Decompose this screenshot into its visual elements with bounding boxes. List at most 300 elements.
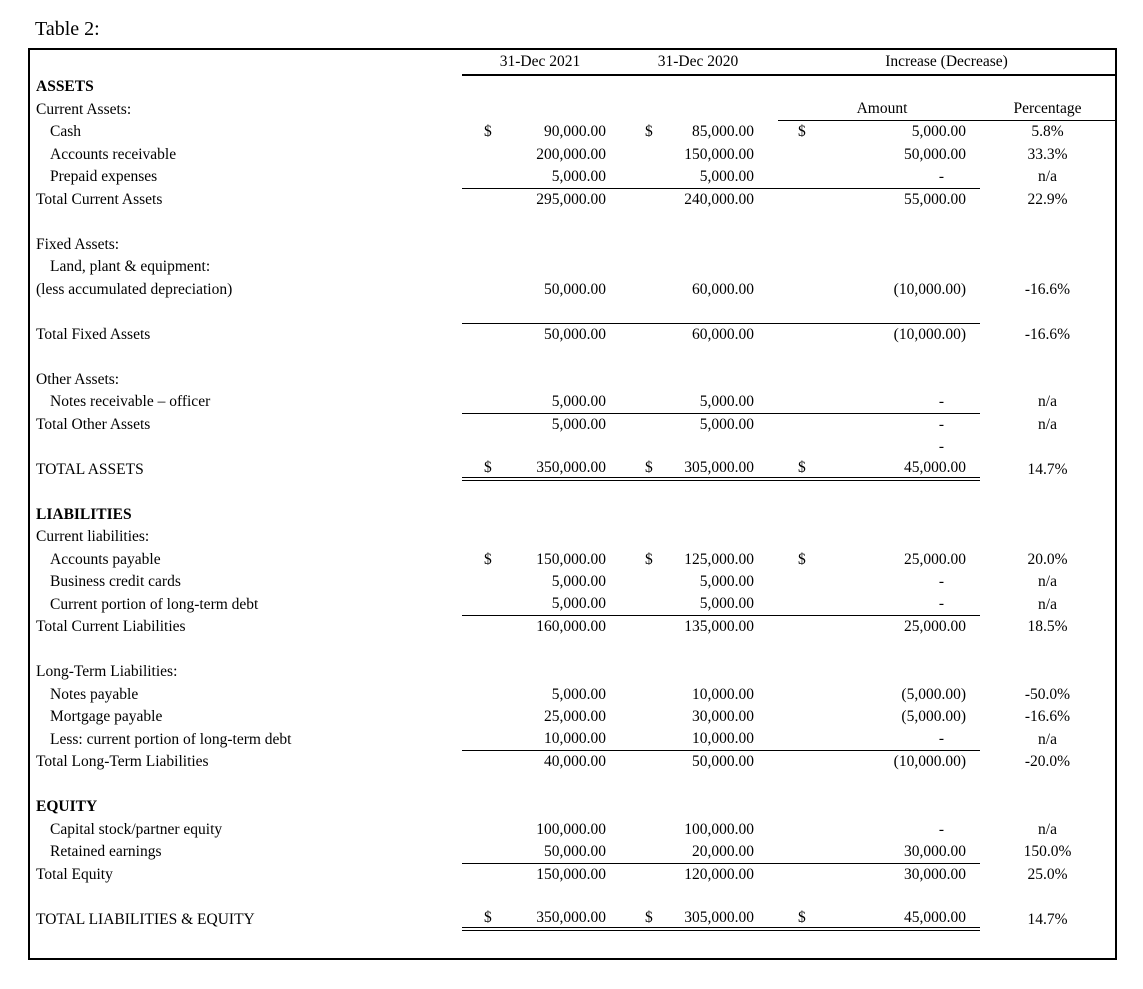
table-row (30, 774, 1115, 797)
value-percentage: n/a (1038, 168, 1057, 186)
page-title: Table 2: (35, 18, 100, 40)
table-row (30, 729, 1115, 752)
value-2020-value: 5,000.00 (699, 415, 754, 433)
section-row (30, 796, 1115, 819)
row-label: Notes payable (50, 685, 139, 703)
value-2020-value: 125,000.00 (684, 550, 754, 568)
value-2021 (462, 639, 618, 662)
table-row (30, 864, 1115, 887)
value-2021 (462, 706, 618, 729)
value-2020 (618, 459, 778, 482)
value-2021 (462, 729, 618, 752)
table-row (30, 391, 1115, 414)
value-percentage (980, 301, 1115, 324)
value-2021-value: 150,000.00 (536, 865, 606, 883)
table-row (30, 549, 1115, 572)
value-2021-value: 160,000.00 (536, 618, 606, 636)
dollar-sign: $ (798, 550, 806, 568)
value-amount (778, 391, 980, 414)
value-percentage: -16.6% (1024, 280, 1071, 298)
table-row (30, 234, 1115, 257)
value-2020 (618, 256, 778, 279)
value-amount (778, 459, 980, 482)
value-percentage: 14.7% (1027, 910, 1068, 928)
value-2020 (618, 796, 778, 819)
row-label (30, 211, 462, 234)
value-2021 (462, 841, 618, 864)
row-label: Retained earnings (50, 843, 162, 861)
table-row (30, 886, 1115, 909)
row-label: ASSETS (36, 78, 94, 96)
value-2021 (462, 121, 618, 144)
value-2020 (618, 504, 778, 527)
value-2021 (462, 504, 618, 527)
value-amount-value: (10,000.00) (893, 325, 966, 343)
value-percentage (980, 526, 1115, 549)
row-label (30, 346, 462, 369)
row-label: EQUITY (36, 798, 98, 816)
value-amount-value: 25,000.00 (904, 550, 966, 568)
section-row (30, 76, 1115, 99)
value-amount-value: (10,000.00) (893, 280, 966, 298)
dollar-sign: $ (798, 908, 806, 926)
table-row (30, 706, 1115, 729)
value-amount (778, 909, 980, 932)
value-2021 (462, 301, 618, 324)
value-2020 (618, 346, 778, 369)
value-amount (778, 549, 980, 572)
value-2021 (462, 346, 618, 369)
value-percentage (980, 661, 1115, 684)
value-amount (778, 796, 980, 819)
table-header-row (30, 50, 1115, 76)
value-2021 (462, 594, 618, 617)
value-amount (778, 841, 980, 864)
value-2020 (618, 436, 778, 459)
row-label: TOTAL LIABILITIES & EQUITY (36, 910, 255, 928)
value-amount (778, 234, 980, 257)
value-2021 (462, 571, 618, 594)
table-row (30, 841, 1115, 864)
value-2020-value: 50,000.00 (692, 753, 754, 771)
value-2020 (618, 729, 778, 752)
value-amount-value: - (938, 438, 944, 456)
value-percentage: 150.0% (1023, 843, 1072, 861)
value-2021 (462, 144, 618, 167)
value-amount (778, 256, 980, 279)
spacer (462, 99, 618, 122)
value-2020 (618, 594, 778, 617)
value-2021 (462, 391, 618, 414)
value-2021 (462, 211, 618, 234)
value-2021 (462, 549, 618, 572)
value-2020 (618, 909, 778, 932)
table-row (30, 481, 1115, 504)
table-row (30, 324, 1115, 347)
value-percentage: -20.0% (1024, 753, 1071, 771)
value-2020 (618, 279, 778, 302)
value-2021-value: 100,000.00 (536, 820, 606, 838)
value-2020-value: 150,000.00 (684, 145, 754, 163)
value-2021-value: 350,000.00 (536, 908, 606, 926)
value-2021 (462, 616, 618, 639)
value-percentage: -16.6% (1024, 708, 1071, 726)
value-2020 (618, 571, 778, 594)
value-2021-value: 50,000.00 (544, 325, 606, 343)
value-amount (778, 189, 980, 212)
value-amount (778, 661, 980, 684)
value-2020 (618, 864, 778, 887)
row-label: LIABILITIES (36, 505, 132, 523)
value-amount-value: 30,000.00 (904, 842, 966, 860)
value-amount (778, 886, 980, 909)
value-2020 (618, 76, 778, 99)
table-row (30, 661, 1115, 684)
value-2020-value: 60,000.00 (692, 280, 754, 298)
row-label (30, 886, 462, 909)
value-amount (778, 211, 980, 234)
value-2020-value: 135,000.00 (684, 618, 754, 636)
value-2021 (462, 459, 618, 482)
value-2020 (618, 706, 778, 729)
value-2020 (618, 661, 778, 684)
row-label: Land, plant & equipment: (50, 258, 211, 276)
value-amount-value: 45,000.00 (904, 908, 966, 926)
row-label: Accounts payable (50, 550, 161, 568)
value-percentage: -16.6% (1024, 325, 1071, 343)
table-row (30, 211, 1115, 234)
value-percentage: 22.9% (1027, 190, 1068, 208)
table-row (30, 189, 1115, 212)
value-2021 (462, 751, 618, 774)
value-amount-value: 25,000.00 (904, 618, 966, 636)
value-2021 (462, 414, 618, 437)
value-2020-value: 30,000.00 (692, 708, 754, 726)
value-amount-value: - (938, 392, 944, 410)
table-row (30, 256, 1115, 279)
col-header-2020: 31-Dec 2020 (618, 50, 778, 76)
value-amount (778, 616, 980, 639)
value-amount (778, 121, 980, 144)
value-2021 (462, 886, 618, 909)
value-2021 (462, 909, 618, 932)
value-2021-value: 5,000.00 (551, 573, 606, 591)
value-percentage: 25.0% (1027, 865, 1068, 883)
value-amount-value: (10,000.00) (893, 753, 966, 771)
value-2021 (462, 369, 618, 392)
value-percentage (980, 481, 1115, 504)
value-amount (778, 684, 980, 707)
value-amount-value: 50,000.00 (904, 145, 966, 163)
value-amount (778, 166, 980, 189)
value-2020-value: 10,000.00 (692, 685, 754, 703)
dollar-sign: $ (645, 458, 653, 476)
value-percentage: n/a (1038, 820, 1057, 838)
value-2020 (618, 144, 778, 167)
value-amount-value: - (938, 820, 944, 838)
table-row (30, 436, 1115, 459)
table-row (30, 639, 1115, 662)
value-2020 (618, 549, 778, 572)
value-percentage: -50.0% (1024, 685, 1071, 703)
value-percentage: 20.0% (1027, 550, 1068, 568)
value-2021-value: 5,000.00 (551, 392, 606, 410)
value-amount (778, 526, 980, 549)
value-percentage: n/a (1038, 415, 1057, 433)
value-2020 (618, 639, 778, 662)
row-label: Mortgage payable (50, 708, 163, 726)
value-amount (778, 504, 980, 527)
value-2020-value: 120,000.00 (684, 865, 754, 883)
row-label: (less accumulated depreciation) (36, 280, 233, 298)
value-percentage (980, 346, 1115, 369)
value-2020 (618, 481, 778, 504)
row-label: Total Other Assets (36, 415, 151, 433)
row-label (30, 436, 462, 459)
row-label: Total Equity (36, 865, 113, 883)
value-2021-value: 295,000.00 (536, 190, 606, 208)
value-percentage (980, 504, 1115, 527)
dollar-sign: $ (645, 908, 653, 926)
col-header-percentage: Percentage (980, 99, 1115, 122)
value-2021 (462, 279, 618, 302)
value-percentage (980, 211, 1115, 234)
value-amount (778, 144, 980, 167)
value-percentage: n/a (1038, 595, 1057, 613)
value-2021-value: 10,000.00 (544, 730, 606, 748)
dollar-sign: $ (484, 908, 492, 926)
table-row (30, 459, 1115, 482)
table-row (30, 414, 1115, 437)
value-percentage (980, 639, 1115, 662)
value-2020 (618, 774, 778, 797)
row-label: Total Fixed Assets (36, 325, 151, 343)
value-2021 (462, 189, 618, 212)
value-2021 (462, 796, 618, 819)
row-label: Less: current portion of long-term debt (50, 730, 292, 748)
dollar-sign: $ (484, 123, 492, 141)
table-rows (30, 76, 1115, 931)
row-label (30, 301, 462, 324)
value-amount (778, 571, 980, 594)
value-amount-value: - (938, 167, 944, 185)
row-label (30, 774, 462, 797)
table-row (30, 819, 1115, 842)
value-2020-value: 100,000.00 (684, 820, 754, 838)
value-2021-value: 40,000.00 (544, 753, 606, 771)
table-row (30, 616, 1115, 639)
value-2021 (462, 661, 618, 684)
value-amount (778, 729, 980, 752)
value-percentage: n/a (1038, 573, 1057, 591)
value-2020-value: 60,000.00 (692, 325, 754, 343)
value-amount (778, 819, 980, 842)
value-amount-value: 30,000.00 (904, 865, 966, 883)
value-amount-value: (5,000.00) (901, 685, 966, 703)
value-amount (778, 706, 980, 729)
row-label (30, 639, 462, 662)
row-label: Prepaid expenses (50, 168, 158, 186)
table-row (30, 751, 1115, 774)
value-2020 (618, 234, 778, 257)
table-row (30, 166, 1115, 189)
value-amount (778, 346, 980, 369)
table-row (30, 909, 1115, 932)
value-2021 (462, 436, 618, 459)
row-label: Other Assets: (36, 370, 120, 388)
row-label: Current Assets: (36, 100, 132, 118)
value-percentage (980, 796, 1115, 819)
value-amount-value: - (938, 573, 944, 591)
value-2021-value: 25,000.00 (544, 708, 606, 726)
row-label: Long-Term Liabilities: (36, 663, 178, 681)
value-percentage (980, 256, 1115, 279)
row-label: Business credit cards (50, 573, 181, 591)
value-2020-value: 240,000.00 (684, 190, 754, 208)
value-percentage: 18.5% (1027, 618, 1068, 636)
table-row (30, 526, 1115, 549)
value-2020-value: 5,000.00 (699, 167, 754, 185)
value-2021-value: 5,000.00 (551, 415, 606, 433)
value-2021-value: 150,000.00 (536, 550, 606, 568)
value-2020-value: 5,000.00 (699, 595, 754, 613)
value-2020 (618, 684, 778, 707)
value-2020 (618, 324, 778, 347)
value-amount (778, 369, 980, 392)
table-row (30, 279, 1115, 302)
row-label (30, 481, 462, 504)
value-2020 (618, 819, 778, 842)
value-2021-value: 5,000.00 (551, 595, 606, 613)
value-2021 (462, 256, 618, 279)
value-amount (778, 76, 980, 99)
value-amount (778, 436, 980, 459)
table-row (30, 99, 1115, 122)
row-label: Capital stock/partner equity (50, 820, 223, 838)
value-amount (778, 279, 980, 302)
value-2021 (462, 684, 618, 707)
value-amount-value: - (938, 595, 944, 613)
table-row (30, 346, 1115, 369)
table-row (30, 301, 1115, 324)
value-2021 (462, 234, 618, 257)
value-amount (778, 864, 980, 887)
value-amount-value: 5,000.00 (911, 123, 966, 141)
row-label: Total Current Assets (36, 190, 163, 208)
value-2021-value: 200,000.00 (536, 145, 606, 163)
value-percentage: 14.7% (1027, 460, 1068, 478)
col-header-amount: Amount (778, 99, 980, 122)
value-2021-value: 90,000.00 (544, 123, 606, 141)
value-2021-value: 50,000.00 (544, 280, 606, 298)
value-2020-value: 10,000.00 (692, 730, 754, 748)
dollar-sign: $ (798, 123, 806, 141)
header-spacer (30, 50, 462, 76)
value-percentage: n/a (1038, 730, 1057, 748)
dollar-sign: $ (484, 550, 492, 568)
value-amount (778, 481, 980, 504)
value-2020-value: 5,000.00 (699, 392, 754, 410)
row-label: TOTAL ASSETS (36, 460, 144, 478)
value-2020 (618, 211, 778, 234)
table-row (30, 121, 1115, 144)
value-2020 (618, 121, 778, 144)
spacer (618, 99, 778, 122)
value-percentage (980, 234, 1115, 257)
value-2021 (462, 76, 618, 99)
value-2020 (618, 301, 778, 324)
value-2021 (462, 864, 618, 887)
value-2021 (462, 324, 618, 347)
value-2020 (618, 886, 778, 909)
value-2020-value: 5,000.00 (699, 573, 754, 591)
value-2020-value: 20,000.00 (692, 842, 754, 860)
row-label: Current liabilities: (36, 528, 150, 546)
value-2021 (462, 774, 618, 797)
value-percentage (980, 774, 1115, 797)
value-2020 (618, 526, 778, 549)
table-row (30, 144, 1115, 167)
row-label: Total Long-Term Liabilities (36, 753, 209, 771)
value-percentage: 5.8% (1031, 123, 1064, 141)
value-percentage (980, 369, 1115, 392)
value-amount (778, 324, 980, 347)
section-row (30, 504, 1115, 527)
value-2021 (462, 526, 618, 549)
value-2020 (618, 369, 778, 392)
table-row (30, 594, 1115, 617)
value-amount-value: (5,000.00) (901, 708, 966, 726)
col-header-increase-decrease: Increase (Decrease) (778, 50, 1115, 76)
value-2021 (462, 166, 618, 189)
value-amount-value: 55,000.00 (904, 190, 966, 208)
value-2020-value: 305,000.00 (684, 458, 754, 476)
value-percentage (980, 76, 1115, 99)
table-row (30, 369, 1115, 392)
value-2020 (618, 841, 778, 864)
value-2021-value: 5,000.00 (551, 685, 606, 703)
table-row (30, 571, 1115, 594)
value-2020-value: 305,000.00 (684, 908, 754, 926)
value-percentage (980, 886, 1115, 909)
value-amount-value: 45,000.00 (904, 458, 966, 476)
value-2020 (618, 189, 778, 212)
value-2021 (462, 819, 618, 842)
row-label: Cash (50, 123, 81, 141)
row-label: Current portion of long-term debt (50, 595, 259, 613)
value-2020 (618, 616, 778, 639)
balance-sheet-table (28, 48, 1117, 960)
row-label: Accounts receivable (50, 145, 177, 163)
table-row (30, 684, 1115, 707)
value-amount-value: - (938, 415, 944, 433)
row-label: Fixed Assets: (36, 235, 120, 253)
value-amount (778, 594, 980, 617)
value-amount (778, 639, 980, 662)
value-percentage (980, 436, 1115, 459)
value-2020-value: 85,000.00 (692, 123, 754, 141)
value-amount (778, 301, 980, 324)
value-amount (778, 774, 980, 797)
value-2020 (618, 391, 778, 414)
value-2020 (618, 166, 778, 189)
col-header-2021: 31-Dec 2021 (462, 50, 618, 76)
dollar-sign: $ (645, 550, 653, 568)
row-label: Notes receivable – officer (50, 393, 211, 411)
value-2020 (618, 414, 778, 437)
value-2021-value: 50,000.00 (544, 842, 606, 860)
value-percentage: n/a (1038, 393, 1057, 411)
